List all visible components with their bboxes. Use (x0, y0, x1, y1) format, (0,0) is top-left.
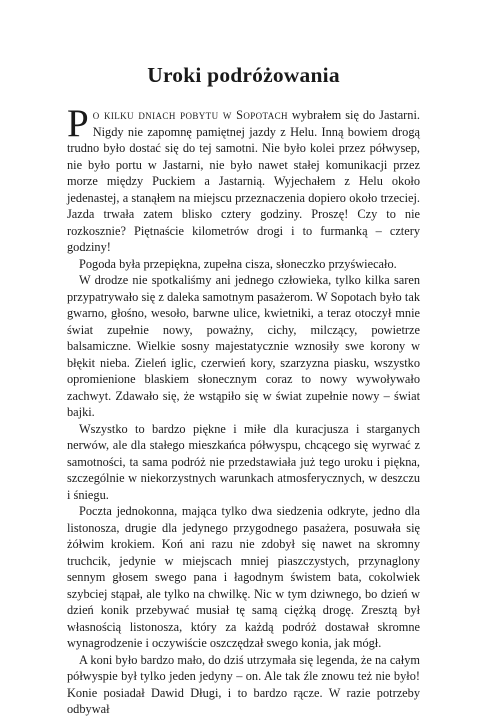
paragraph-1 (67, 102, 420, 256)
paragraph-5: Poczta jednokonna, mająca tylko dwa siedzenia odkryte, jedno dla listonosza, drugie dla jedynego przygodnego pasażera, posuwała się żółwim krokiem. Koń ani razu nie zdobył się nawet na skromny truchcik, jedynie w miejscach mniej piaszczystych, przynaglony sennym głosem swego pana i łagodnym świstem bata, cokolwiek szybciej stąpał, ale tylko na chwilkę. Nic w tym dziwnego, bo dzień w dzień konik przebywać musiał tę samą ciężką drogę. Zresztą był własnością listonosza, który za każdą podróż dostawał skromne wynagrodzenie i oczywiście oszczędzał swego konia, jak mógł. (67, 504, 420, 650)
paragraph-1-text: wybrałem się do Jastarni. Nigdy nie zapomnę pamiętnej jazdy z Helu. Inną bowiem drogą trudno było dostać się do tej samotni. Nie było kolei przez półwysep, nie było portu w Jastarni, nie było nawet stałej komunikacji przez morze między Puckiem a Jastarnią. Wyjechałem z Helu około jedenastej, a stanąłem na miejscu przeznaczenia dopiero około trzeciej. Jazda trwała zatem blisko cztery godziny. Proszę! Czy to nie rozkosznie? Piętnaście kilometrów drogi i to furmanką – cztery godziny! (67, 108, 420, 254)
drop-cap-letter: P (67, 102, 89, 145)
chapter-title: Uroki podróżowania (147, 63, 340, 87)
paragraph-6: A koni było bardzo mało, do dziś utrzymała się legenda, że na całym półwyspie był tylko jeden jedyny – on. Ale tak źle znowu też nie było! Konie posiadał Dawid Długi, i to bardzo rącze. W razie potrzeby odbywał (67, 652, 420, 716)
paragraph-4: Wszystko to bardzo piękne i miłe dla kuracjusza i starganych nerwów, ale dla stałego mieszkańca półwyspu, chcącego się wyrwać z samotności, ta sama podróż nie przedstawiała już tego uroku i piękna, szczególnie w niekorzystnych warunkach atmosferycznych, w deszczu i śniegu. (67, 421, 420, 502)
paragraph-3: W drodze nie spotkaliśmy ani jednego człowieka, tylko kilka saren przypatrywało się z daleka samotnym pasażerom. W Sopotach było tak gwarno, głośno, wesoło, barwne ulice, kwietniki, a teraz otoczył mnie świat zupełnie nowy, poważny, cichy, milczący, powietrze balsamiczne. Wielkie sosny majestatycznie wznosiły swe korony w błękit nieba. Zieleń iglic, czerwień kory, szarzyzna piasku, wszystko opromienione blaskiem słonecznym coraz to nowy wywoływało zachwyt. Zdawało się, że wstąpiło się w świat zupełnie nowy – świat bajki. (67, 273, 420, 419)
chapter-body (67, 102, 420, 718)
lead-in-small-caps: o kilku dniach pobytu w Sopotach (92, 108, 288, 122)
paragraph-2: Pogoda była przepiękna, zupełna cisza, słoneczko przyświecało. (79, 256, 397, 271)
